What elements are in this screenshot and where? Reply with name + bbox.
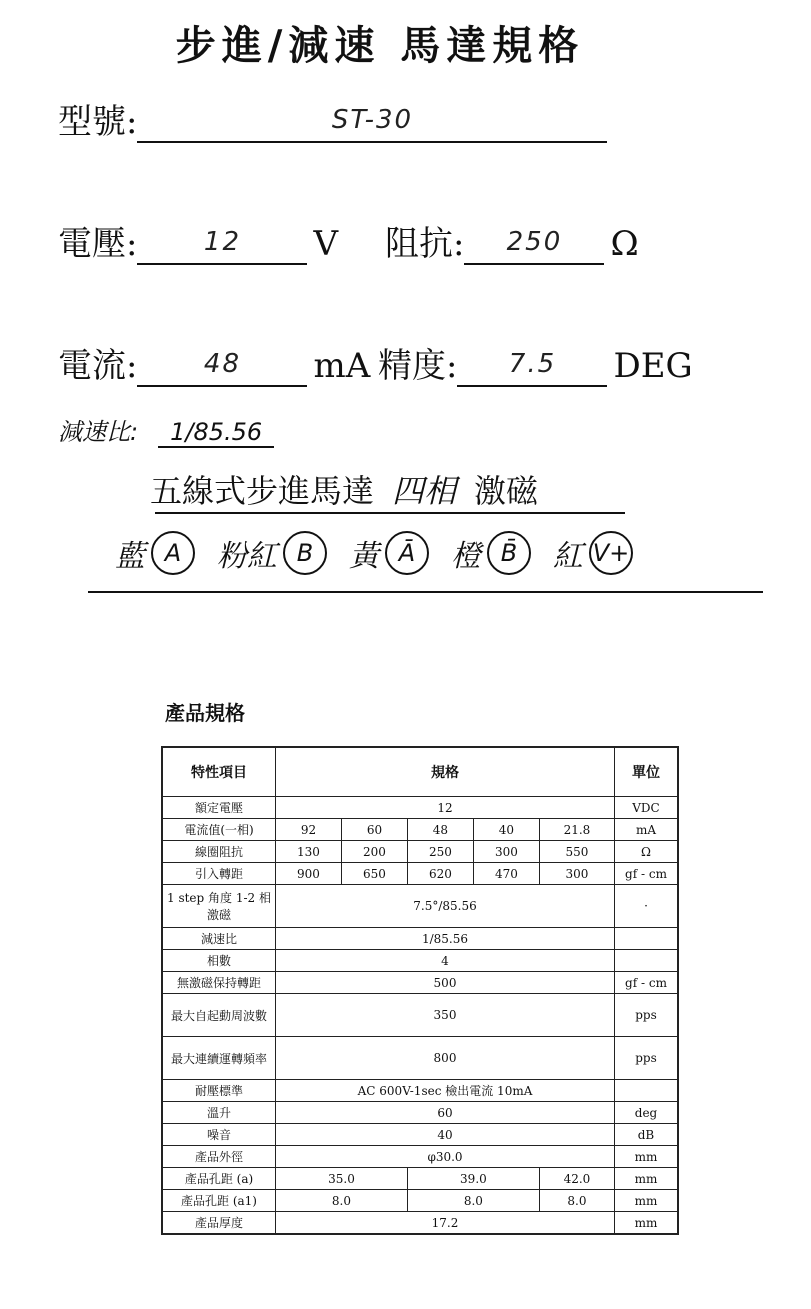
row-value: 42.0 (539, 1168, 614, 1190)
row-value: 900 (276, 863, 342, 885)
row-value: 39.0 (407, 1168, 539, 1190)
row-unit: · (615, 885, 679, 928)
row-unit (615, 928, 679, 950)
wire-pin-circle: B̄ (487, 531, 531, 575)
row-unit: mm (615, 1190, 679, 1212)
table-row (162, 1037, 678, 1080)
row-value: 500 (276, 972, 615, 994)
row-name: 產品孔距 (a1) (162, 1190, 276, 1212)
header-unit: 單位 (615, 747, 679, 797)
table-row (162, 885, 678, 928)
row-value: 550 (539, 841, 614, 863)
row-value: 300 (539, 863, 614, 885)
row-value: 8.0 (407, 1190, 539, 1212)
header-item: 特性項目 (162, 747, 276, 797)
row-value: 620 (407, 863, 473, 885)
row-value: 1/85.56 (276, 928, 615, 950)
row-name: 電流值(一相) (162, 819, 276, 841)
row-name: 最大自起動周波數 (162, 994, 276, 1037)
spec-heading: 產品規格 (165, 701, 245, 725)
table-row (162, 1168, 678, 1190)
wiring-title (150, 466, 538, 512)
table-row (162, 1102, 678, 1124)
row-unit: mm (615, 1212, 679, 1235)
row-name: 產品厚度 (162, 1212, 276, 1235)
row-value: 12 (276, 797, 615, 819)
reduction-row (58, 412, 274, 448)
impedance-label: 阻抗: (385, 224, 465, 264)
row-value: 250 (407, 841, 473, 863)
model-row (58, 94, 607, 143)
impedance-row (385, 216, 639, 265)
precision-field (457, 351, 607, 387)
table-row (162, 994, 678, 1037)
table-row (162, 928, 678, 950)
row-value: 60 (341, 819, 407, 841)
impedance-unit: Ω (610, 224, 639, 264)
row-value: 40 (276, 1124, 615, 1146)
wire-item (451, 531, 531, 575)
table-row (162, 972, 678, 994)
wires-underline (88, 591, 763, 593)
row-value: 350 (276, 994, 615, 1037)
spec-table (161, 746, 679, 1235)
row-value: 92 (276, 819, 342, 841)
row-value: 4 (276, 950, 615, 972)
row-name: 無激磁保持轉距 (162, 972, 276, 994)
reduction-label: 減速比: (58, 418, 139, 446)
row-name: 噪音 (162, 1124, 276, 1146)
row-value: 35.0 (276, 1168, 408, 1190)
wire-color: 橙 (451, 539, 481, 574)
current-label: 電流: (58, 346, 138, 386)
row-unit: Ω (615, 841, 679, 863)
row-unit: deg (615, 1102, 679, 1124)
row-name: 額定電壓 (162, 797, 276, 819)
voltage-value: 12 (203, 227, 242, 257)
wire-pin-circle: A (151, 531, 195, 575)
row-value: 300 (473, 841, 539, 863)
row-value: 17.2 (276, 1212, 615, 1235)
row-name: 溫升 (162, 1102, 276, 1124)
wire-color-list (115, 528, 735, 578)
precision-unit: DEG (613, 346, 693, 386)
row-value: 40 (473, 819, 539, 841)
voltage-row (58, 216, 338, 265)
current-unit: mA (313, 346, 371, 386)
row-name: 相數 (162, 950, 276, 972)
row-unit: mm (615, 1146, 679, 1168)
voltage-label: 電壓: (58, 224, 138, 264)
wire-pin-circle: V+ (589, 531, 633, 575)
voltage-unit: V (313, 224, 339, 264)
model-label: 型號: (58, 102, 138, 142)
current-row (58, 338, 370, 387)
wiring-phase: 四相 (392, 472, 457, 510)
wire-item (349, 531, 429, 575)
reduction-value: 1/85.56 (158, 418, 274, 448)
row-unit: pps (615, 1037, 679, 1080)
row-unit (615, 1080, 679, 1102)
header-spec: 規格 (276, 747, 615, 797)
row-value: AC 600V-1sec 檢出電流 10mA (276, 1080, 615, 1102)
wiring-title-suffix: 激磁 (474, 472, 539, 510)
row-value: φ30.0 (276, 1146, 615, 1168)
row-unit: VDC (615, 797, 679, 819)
table-row (162, 1080, 678, 1102)
wire-item (217, 531, 327, 575)
wiring-title-underline (155, 512, 625, 514)
row-name: 線圈阻抗 (162, 841, 276, 863)
table-row (162, 819, 678, 841)
row-value: 800 (276, 1037, 615, 1080)
current-field (137, 351, 307, 387)
wire-color: 黃 (349, 539, 379, 574)
row-unit: dB (615, 1124, 679, 1146)
row-unit: gf - cm (615, 972, 679, 994)
row-unit (615, 950, 679, 972)
table-row (162, 841, 678, 863)
row-name: 產品孔距 (a) (162, 1168, 276, 1190)
current-value: 48 (203, 349, 242, 379)
row-value: 60 (276, 1102, 615, 1124)
precision-row (378, 338, 693, 387)
row-name: 引入轉距 (162, 863, 276, 885)
wire-color: 紅 (553, 539, 583, 574)
table-row (162, 1146, 678, 1168)
row-name: 最大連續運轉頻率 (162, 1037, 276, 1080)
row-name: 1 step 角度 1-2 相激磁 (162, 885, 276, 928)
row-value: 470 (473, 863, 539, 885)
row-value: 7.5°/85.56 (276, 885, 615, 928)
wire-color: 粉紅 (217, 539, 277, 574)
wire-color: 藍 (115, 539, 145, 574)
row-name: 產品外徑 (162, 1146, 276, 1168)
wire-pin-circle: B (283, 531, 327, 575)
row-unit: mm (615, 1168, 679, 1190)
wiring-title-prefix: 五線式步進馬達 (150, 472, 375, 510)
impedance-value: 250 (506, 227, 563, 257)
table-row (162, 797, 678, 819)
wire-item (553, 531, 633, 575)
row-unit: gf - cm (615, 863, 679, 885)
row-value: 8.0 (276, 1190, 408, 1212)
row-value: 650 (341, 863, 407, 885)
row-value: 48 (407, 819, 473, 841)
row-value: 130 (276, 841, 342, 863)
row-value: 21.8 (539, 819, 614, 841)
row-name: 減速比 (162, 928, 276, 950)
wire-item (115, 531, 195, 575)
precision-value: 7.5 (508, 349, 557, 379)
table-row (162, 950, 678, 972)
row-name: 耐壓標準 (162, 1080, 276, 1102)
row-value: 8.0 (539, 1190, 614, 1212)
page-title: 步進/減速 馬達規格 (175, 22, 585, 69)
wire-pin-circle: Ā (385, 531, 429, 575)
table-row (162, 863, 678, 885)
table-header-row (162, 747, 678, 797)
impedance-field (464, 229, 604, 265)
row-unit: pps (615, 994, 679, 1037)
voltage-field (137, 229, 307, 265)
precision-label: 精度: (378, 346, 458, 386)
row-value: 200 (341, 841, 407, 863)
row-unit: mA (615, 819, 679, 841)
model-field (137, 107, 607, 143)
model-value: ST-30 (331, 105, 414, 135)
table-row (162, 1212, 678, 1235)
table-row (162, 1124, 678, 1146)
table-row (162, 1190, 678, 1212)
